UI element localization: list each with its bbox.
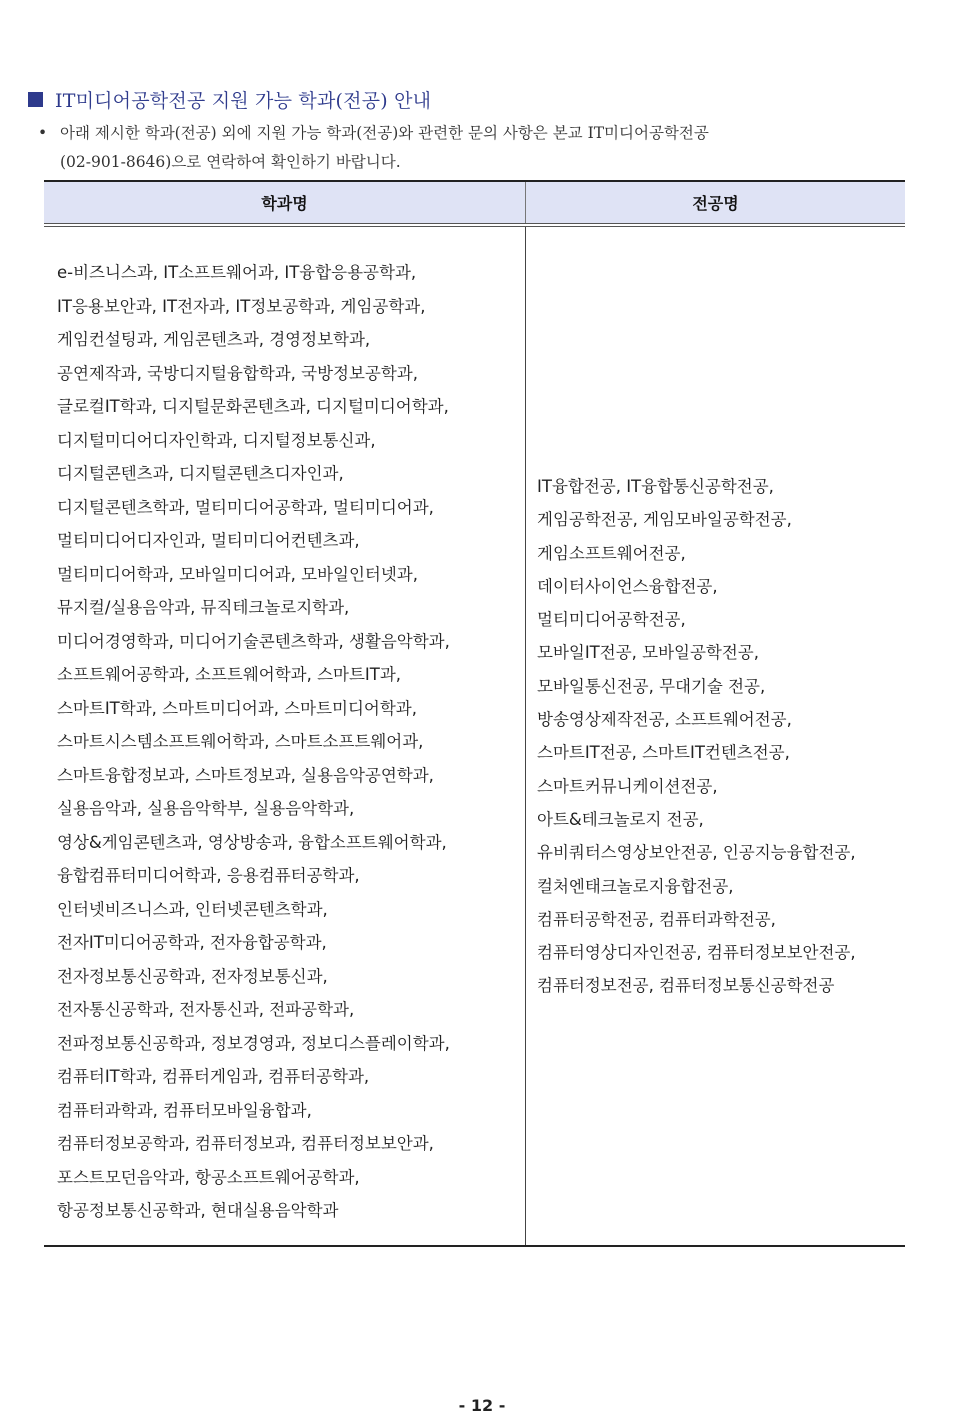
department-list-item: 항공정보통신공학과, 현대실용음악학과 — [57, 1201, 339, 1220]
major-list-item: 방송영상제작전공, 소프트웨어전공, — [537, 710, 792, 730]
major-list-item: 아트&테크놀로지 전공, — [537, 809, 704, 829]
table-header-row — [44, 182, 905, 223]
column-header-department: 학과명 — [44, 182, 526, 223]
major-list-item: IT융합전공, IT융합통신공학전공, — [537, 477, 774, 496]
department-list-item: 전파정보통신공학과, 정보경영과, 정보디스플레이학과, — [57, 1033, 450, 1053]
department-list-item: 스마트융합정보과, 스마트정보과, 실용음악공연학과, — [57, 765, 434, 785]
header-divider-double — [44, 226, 905, 227]
page-number: - 12 - — [458, 1396, 506, 1415]
department-list-item: 영상&게임콘텐츠과, 영상방송과, 융합소프트웨어학과, — [57, 832, 447, 852]
department-list-item: IT응용보안과, IT전자과, IT정보공학과, 게임공학과, — [57, 296, 426, 316]
major-list-item: 모바일IT전공, 모바일공학전공, — [537, 643, 759, 663]
department-list-item: 디지털콘텐츠과, 디지털콘텐츠디자인과, — [57, 464, 344, 483]
department-list-item: 융합컴퓨터미디어학과, 응용컴퓨터공학과, — [57, 866, 360, 885]
department-list-item: 전자정보통신공학과, 전자정보통신과, — [57, 966, 328, 986]
eligible-departments-table — [44, 180, 905, 1247]
department-list-item: 실용음악과, 실용음악학부, 실용음악학과, — [57, 799, 355, 818]
department-list-item: 뮤지컬/실용음악과, 뮤직테크놀로지학과, — [57, 598, 350, 617]
major-list-item: 스마트IT전공, 스마트IT컨텐츠전공, — [537, 743, 790, 763]
major-list-item: 컬처엔태크놀로지융합전공, — [537, 876, 734, 896]
department-list-item: 디지털콘텐츠학과, 멀티미디어공학과, 멀티미디어과, — [57, 497, 434, 517]
square-bullet-icon — [28, 92, 43, 107]
major-list-item: 컴퓨터영상디자인전공, 컴퓨터정보보안전공, — [537, 943, 856, 963]
table-bottom-rule — [44, 1245, 905, 1247]
department-list-item: 인터넷비즈니스과, 인터넷콘텐츠학과, — [57, 899, 328, 919]
department-list-item: e-비즈니스과, IT소프트웨어과, IT융합응용공학과, — [57, 263, 417, 282]
major-list — [537, 470, 905, 1003]
major-list-item: 컴퓨터정보전공, 컴퓨터정보통신공학전공 — [537, 976, 835, 996]
department-list-item: 전자IT미디어공학과, 전자융합공학과, — [57, 933, 327, 952]
intro-text-line-1: 아래 제시한 학과(전공) 외에 지원 가능 학과(전공)와 관련한 문의 사항은 본교 IT미디어공학전공 — [60, 124, 709, 142]
column-header-major: 전공명 — [692, 194, 739, 213]
department-list — [57, 256, 517, 1228]
department-list-item: 컴퓨터정보공학과, 컴퓨터정보과, 컴퓨터정보보안과, — [57, 1134, 434, 1153]
section-title: IT미디어공학전공 지원 가능 학과(전공) 안내 — [55, 89, 432, 112]
department-list-item: 전자통신공학과, 전자통신과, 전파공학과, — [57, 1000, 355, 1019]
header-divider — [44, 223, 905, 224]
column-divider — [525, 227, 526, 1245]
major-list-item: 유비쿼터스영상보안전공, 인공지능융합전공, — [537, 843, 856, 863]
major-list-item: 스마트커뮤니케이션전공, — [537, 776, 718, 796]
department-list-item: 컴퓨터IT학과, 컴퓨터게임과, 컴퓨터공학과, — [57, 1067, 370, 1086]
section-heading — [28, 86, 431, 112]
department-list-item: 포스트모던음악과, 항공소프트웨어공학과, — [57, 1167, 360, 1187]
department-list-item: 소프트웨어공학과, 소프트웨어학과, 스마트IT과, — [57, 665, 402, 684]
department-list-item: 스마트IT학과, 스마트미디어과, 스마트미디어학과, — [57, 698, 417, 718]
department-list-item: 스마트시스템소프트웨어학과, 스마트소프트웨어과, — [57, 732, 424, 751]
department-list-item: 디지털미디어디자인학과, 디지털정보통신과, — [57, 430, 376, 450]
major-list-item: 게임공학전공, 게임모바일공학전공, — [537, 510, 792, 530]
major-list-item: 멀티미디어공학전공, — [537, 610, 686, 630]
department-list-item: 컴퓨터과학과, 컴퓨터모바일융합과, — [57, 1100, 312, 1120]
department-list-item: 멀티미디어학과, 모바일미디어과, 모바일인터넷과, — [57, 564, 418, 584]
bullet-icon: • — [38, 124, 48, 142]
major-list-item: 컴퓨터공학전공, 컴퓨터과학전공, — [537, 909, 776, 929]
department-list-item: 멀티미디어디자인과, 멀티미디어컨텐츠과, — [57, 531, 360, 550]
major-list-item: 데이터사이언스융합전공, — [537, 576, 718, 596]
department-list-item: 미디어경영학과, 미디어기술콘텐츠학과, 생활음악학과, — [57, 631, 450, 651]
department-list-item: 게임컨설팅과, 게임콘텐츠과, 경영정보학과, — [57, 330, 371, 349]
department-list-item: 글로컬IT학과, 디지털문화콘텐츠과, 디지털미디어학과, — [57, 397, 449, 416]
department-list-item: 공연제작과, 국방디지털융합학과, 국방정보공학과, — [57, 363, 418, 383]
major-list-item: 모바일통신전공, 무대기술 전공, — [537, 676, 766, 696]
major-list-item: 게임소프트웨어전공, — [537, 543, 686, 563]
intro-text-line-2: (02-901-8646)으로 연락하여 확인하기 바랍니다. — [60, 153, 401, 171]
